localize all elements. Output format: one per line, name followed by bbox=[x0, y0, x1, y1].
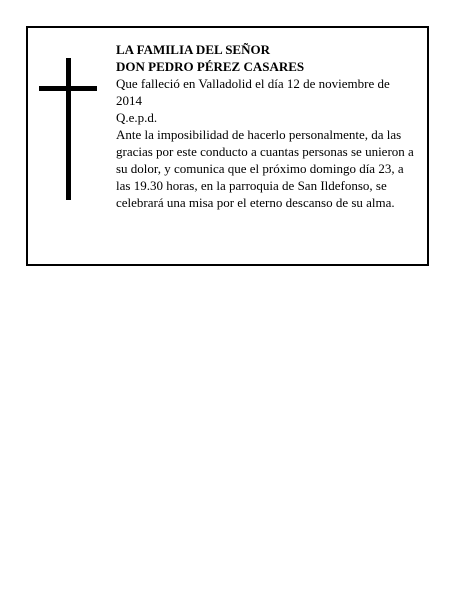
notice-heading-deceased-name: DON PEDRO PÉREZ CASARES bbox=[116, 59, 305, 74]
obituary-notice bbox=[26, 26, 429, 266]
notice-text bbox=[116, 41, 416, 211]
cross-vertical-bar bbox=[66, 58, 71, 200]
qepd: Q.e.p.d. bbox=[116, 110, 158, 125]
cross-horizontal-bar bbox=[39, 86, 97, 91]
death-info: Que falleció en Valladolid el día 12 de noviembre de 2014 bbox=[116, 76, 390, 108]
notice-heading-family: LA FAMILIA DEL SEÑOR bbox=[116, 42, 270, 57]
thanks-message: Ante la imposibilidad de hacerlo personalmente, da las gracias por este conducto a cuantas personas se unieron a su dolor, y comunica que el próximo domingo día 23, a las 19.30 horas, en la parroquia de San Ildefonso, se celebrará una misa por el eterno descanso de su alma. bbox=[116, 127, 414, 210]
